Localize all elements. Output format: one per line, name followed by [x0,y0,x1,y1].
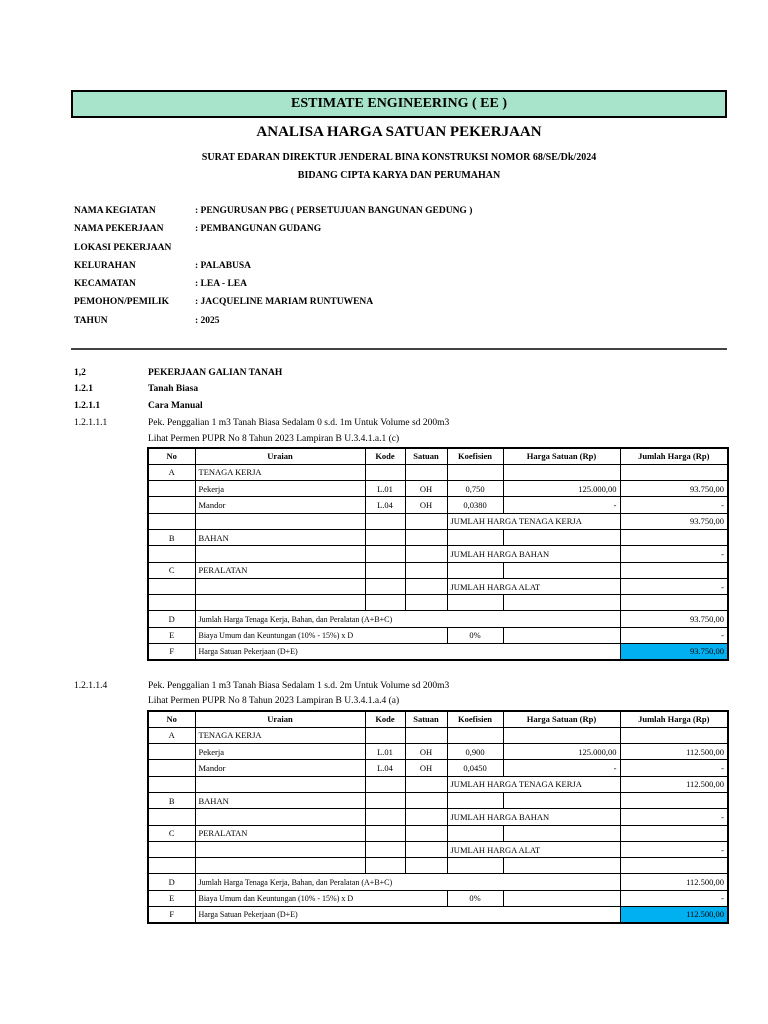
table-row [148,595,728,611]
info-label: NAMA KEGIATAN [74,206,156,216]
col-jumlah-harga: Jumlah Harga (Rp) [620,448,728,464]
row-koefisien: 0,750 [447,481,503,497]
info-value: : LEA - LEA [195,279,247,290]
row-satuan: OH [405,497,447,513]
row-no: F [148,644,195,660]
overhead-label: Biaya Umum dan Keuntungan (10% - 15%) x D [195,627,447,643]
info-value: : 2025 [195,315,220,326]
subtotal-value: - [620,841,728,857]
item-reference: Lihat Permen PUPR No 8 Tahun 2023 Lampiran B U.3.4.1.a.1 (c) [148,434,400,444]
row-no: B [148,529,195,545]
table-row [148,481,728,497]
table-row [148,727,728,743]
row-kode: L.01 [365,481,405,497]
row-no: D [148,874,195,890]
col-no: No [148,448,195,464]
item-code: 1.2.1.1.4 [74,681,108,691]
col-satuan: Satuan [405,448,447,464]
subtotal-label: JUMLAH HARGA BAHAN [447,809,620,825]
subtotal-value: - [620,546,728,562]
item-code: 1.2.1.1.1 [74,418,108,428]
table-row [148,907,728,923]
row-no: A [148,464,195,480]
col-kode: Kode [365,448,405,464]
subsection-title: Tanah Biasa [148,384,199,394]
table-row [148,858,728,874]
col-kode: Kode [365,711,405,727]
unit-price-label: Harga Satuan Pekerjaan (D+E) [195,644,620,660]
item-description: Pek. Penggalian 1 m3 Tanah Biasa Sedalam 1 s.d. 2m Untuk Volume sd 200m3 [148,681,450,691]
row-jumlah: - [620,760,728,776]
section-code: 1,2 [74,368,86,378]
overhead-label: Biaya Umum dan Keuntungan (10% - 15%) x D [195,890,447,906]
row-koefisien: 0,0450 [447,760,503,776]
unit-price-value: 93.750,00 [620,644,728,660]
row-koefisien: 0,0380 [447,497,503,513]
table-row [148,809,728,825]
col-satuan: Satuan [405,711,447,727]
info-label: KELURAHAN [74,260,136,271]
row-satuan: OH [405,481,447,497]
row-kode: L.04 [365,760,405,776]
document-title: ESTIMATE ENGINEERING ( EE ) [71,90,727,118]
subtotal-value: - [620,578,728,594]
subtotal-value: - [620,809,728,825]
section-title: PEKERJAAN GALIAN TANAH [148,368,283,378]
info-value: : PEMBANGUNAN GUDANG [195,224,322,235]
col-harga-satuan: Harga Satuan (Rp) [503,448,620,464]
table-row [148,578,728,594]
info-label: LOKASI PEKERJAAN [74,242,172,253]
item-reference: Lihat Permen PUPR No 8 Tahun 2023 Lampiran B U.3.4.1.a.4 (a) [148,696,400,706]
row-satuan: OH [405,744,447,760]
unit-price-label: Harga Satuan Pekerjaan (D+E) [195,907,620,923]
row-uraian: Mandor [195,760,365,776]
row-harga: 125.000,00 [503,481,620,497]
table-row [148,890,728,906]
table-header [148,448,728,464]
subtotal-value: 112.500,00 [620,776,728,792]
col-no: No [148,711,195,727]
table-row [148,529,728,545]
row-no: C [148,562,195,578]
info-label: TAHUN [74,315,108,326]
total-d-value: 93.750,00 [620,611,728,627]
row-uraian: BAHAN [195,529,365,545]
total-d-label: Jumlah Harga Tenaga Kerja, Bahan, dan Peralatan (A+B+C) [195,611,620,627]
subsection-code: 1.2.1 [74,384,93,394]
subtotal-label: JUMLAH HARGA ALAT [447,841,620,857]
col-harga-satuan: Harga Satuan (Rp) [503,711,620,727]
row-uraian: BAHAN [195,792,365,808]
row-uraian: Pekerja [195,481,365,497]
subsubsection-code: 1.2.1.1 [74,401,101,411]
regulation-reference: SURAT EDARAN DIREKTUR JENDERAL BINA KONSTRUKSI NOMOR 68/SE/Dk/2024 [201,152,597,163]
info-value: : PALABUSA [195,260,252,271]
row-no: C [148,825,195,841]
row-no: D [148,611,195,627]
overhead-value: - [620,890,728,906]
table-row [148,644,728,660]
row-jumlah: - [620,497,728,513]
unit-price-value: 112.500,00 [620,907,728,923]
row-uraian: PERALATAN [195,825,365,841]
row-no: E [148,627,195,643]
info-label: PEMOHON/PEMILIK [74,297,169,308]
subsubsection-title: Cara Manual [148,401,203,411]
row-uraian: PERALATAN [195,562,365,578]
table-row [148,562,728,578]
divider [71,348,727,350]
document-subtitle: ANALISA HARGA SATUAN PEKERJAAN [256,124,542,140]
table-row [148,825,728,841]
item-description: Pek. Penggalian 1 m3 Tanah Biasa Sedalam 0 s.d. 1m Untuk Volume sd 200m3 [148,418,450,428]
subtotal-label: JUMLAH HARGA TENAGA KERJA [447,776,620,792]
row-harga: - [503,497,620,513]
subtotal-label: JUMLAH HARGA ALAT [447,578,620,594]
overhead-percent: 0% [447,627,503,643]
col-koefisien: Koefisien [447,711,503,727]
col-jumlah-harga: Jumlah Harga (Rp) [620,711,728,727]
row-kode: L.04 [365,497,405,513]
table-row [148,627,728,643]
col-uraian: Uraian [195,711,365,727]
overhead-value: - [620,627,728,643]
overhead-percent: 0% [447,890,503,906]
row-harga: 125.000,00 [503,744,620,760]
table-row [148,760,728,776]
row-satuan: OH [405,760,447,776]
total-d-label: Jumlah Harga Tenaga Kerja, Bahan, dan Peralatan (A+B+C) [195,874,620,890]
row-jumlah: 112.500,00 [620,744,728,760]
table-row [148,776,728,792]
ahs-table-1 [147,447,729,661]
field-name: BIDANG CIPTA KARYA DAN PERUMAHAN [297,170,501,181]
row-no: A [148,727,195,743]
table-row [148,792,728,808]
row-uraian: Pekerja [195,744,365,760]
table-row [148,497,728,513]
info-value: : PENGURUSAN PBG ( PERSETUJUAN BANGUNAN GEDUNG ) [195,206,473,216]
table-row [148,611,728,627]
row-jumlah: 93.750,00 [620,481,728,497]
row-harga: - [503,760,620,776]
table-row [148,464,728,480]
row-uraian: Mandor [195,497,365,513]
total-d-value: 112.500,00 [620,874,728,890]
col-koefisien: Koefisien [447,448,503,464]
row-kode: L.01 [365,744,405,760]
row-uraian: TENAGA KERJA [195,727,365,743]
info-label: KECAMATAN [74,279,136,290]
row-no: F [148,907,195,923]
col-uraian: Uraian [195,448,365,464]
table-row [148,841,728,857]
subtotal-label: JUMLAH HARGA TENAGA KERJA [447,513,620,529]
row-koefisien: 0,900 [447,744,503,760]
table-row [148,513,728,529]
table-row [148,874,728,890]
subtotal-label: JUMLAH HARGA BAHAN [447,546,620,562]
row-no: B [148,792,195,808]
table-row [148,546,728,562]
subtotal-value: 93.750,00 [620,513,728,529]
table-row [148,744,728,760]
info-value: : JACQUELINE MARIAM RUNTUWENA [195,297,374,308]
table-header [148,711,728,727]
row-uraian: TENAGA KERJA [195,464,365,480]
row-no: E [148,890,195,906]
ahs-table-2 [147,710,729,924]
info-label: NAMA PEKERJAAN [74,224,164,235]
